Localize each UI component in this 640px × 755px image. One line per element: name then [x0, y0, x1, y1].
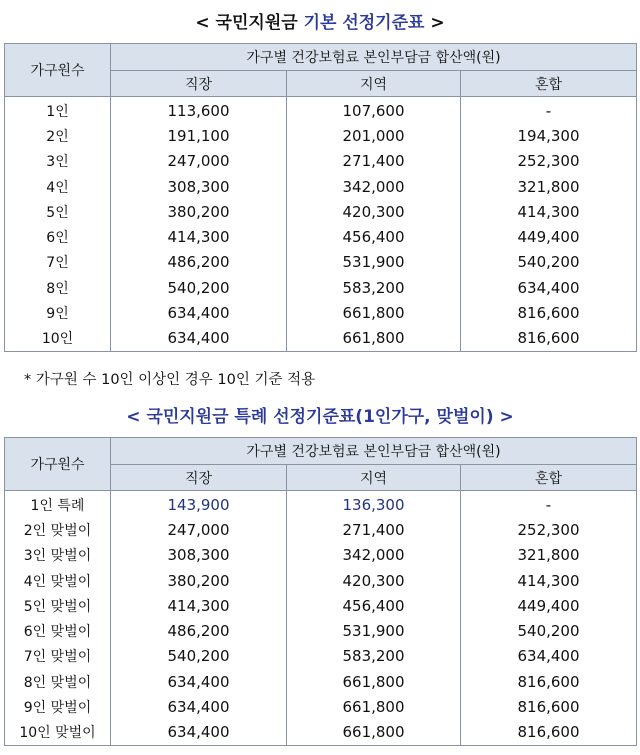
- regional-value-cell: 136,300: [287, 491, 461, 518]
- mixed-value-cell: 816,600: [461, 694, 637, 719]
- regional-value-cell: 420,300: [287, 568, 461, 593]
- mixed-value-cell: 634,400: [461, 275, 637, 300]
- regional-value-cell: 583,200: [287, 275, 461, 300]
- household-size-cell: 8인 맞벌이: [5, 669, 111, 694]
- mixed-value-cell: 449,400: [461, 224, 637, 249]
- household-size-cell: 3인: [5, 149, 111, 174]
- regional-value-cell: 342,000: [287, 174, 461, 199]
- household-size-cell: 2인 맞벌이: [5, 517, 111, 542]
- mixed-value-cell: 816,600: [461, 720, 637, 746]
- col-header-regional: 지역: [287, 465, 461, 491]
- title-close-bracket: >: [424, 13, 445, 33]
- mixed-value-cell: -: [461, 491, 637, 518]
- basic-criteria-table: [4, 43, 637, 352]
- workplace-value-cell: 634,400: [111, 326, 287, 352]
- workplace-value-cell: 113,600: [111, 97, 287, 124]
- regional-value-cell: 583,200: [287, 644, 461, 669]
- workplace-value-cell: 634,400: [111, 720, 287, 746]
- workplace-value-cell: 634,400: [111, 669, 287, 694]
- household-size-cell: 4인 맞벌이: [5, 568, 111, 593]
- special-criteria-table: [4, 437, 637, 746]
- workplace-value-cell: 414,300: [111, 224, 287, 249]
- table-row: [5, 149, 637, 174]
- table-row: [5, 644, 637, 669]
- household-size-cell: 9인 맞벌이: [5, 694, 111, 719]
- title-accent: 국민지원금 특례 선정기준표(1인가구, 맞벌이): [146, 407, 494, 427]
- group-header: 가구별 건강보험료 본인부담금 합산액(원): [111, 438, 637, 465]
- col-header-regional: 지역: [287, 71, 461, 97]
- table-row: [5, 275, 637, 300]
- mixed-value-cell: 634,400: [461, 644, 637, 669]
- table-row: [5, 568, 637, 593]
- mixed-value-cell: 252,300: [461, 517, 637, 542]
- mixed-value-cell: 540,200: [461, 250, 637, 275]
- col-header-workplace: 직장: [111, 71, 287, 97]
- regional-value-cell: 271,400: [287, 149, 461, 174]
- mixed-value-cell: 816,600: [461, 300, 637, 325]
- table-row: [5, 224, 637, 249]
- workplace-value-cell: 486,200: [111, 618, 287, 643]
- table-row: [5, 491, 637, 518]
- household-size-cell: 10인: [5, 326, 111, 352]
- household-size-cell: 8인: [5, 275, 111, 300]
- table-row: [5, 123, 637, 148]
- title-prefix: 국민지원금: [215, 13, 304, 33]
- table-row: [5, 250, 637, 275]
- title-open-bracket: <: [195, 13, 216, 33]
- mixed-value-cell: 540,200: [461, 618, 637, 643]
- household-size-cell: 6인: [5, 224, 111, 249]
- mixed-value-cell: -: [461, 97, 637, 124]
- table-row: [5, 97, 637, 124]
- household-size-cell: 3인 맞벌이: [5, 543, 111, 568]
- table-row: [5, 199, 637, 224]
- regional-value-cell: 456,400: [287, 593, 461, 618]
- special-table-title: [0, 402, 640, 427]
- basic-table-title: [0, 8, 640, 33]
- workplace-value-cell: 380,200: [111, 199, 287, 224]
- household-size-cell: 4인: [5, 174, 111, 199]
- workplace-value-cell: 634,400: [111, 694, 287, 719]
- household-size-cell: 5인: [5, 199, 111, 224]
- regional-value-cell: 531,900: [287, 250, 461, 275]
- workplace-value-cell: 380,200: [111, 568, 287, 593]
- regional-value-cell: 661,800: [287, 694, 461, 719]
- household-size-cell: 6인 맞벌이: [5, 618, 111, 643]
- col-header-mixed: 혼합: [461, 465, 637, 491]
- household-size-cell: 7인 맞벌이: [5, 644, 111, 669]
- table-row: [5, 669, 637, 694]
- table-row: [5, 593, 637, 618]
- workplace-value-cell: 191,100: [111, 123, 287, 148]
- table-row: [5, 174, 637, 199]
- workplace-value-cell: 540,200: [111, 644, 287, 669]
- regional-value-cell: 420,300: [287, 199, 461, 224]
- regional-value-cell: 661,800: [287, 326, 461, 352]
- workplace-value-cell: 247,000: [111, 149, 287, 174]
- table-row: [5, 300, 637, 325]
- title-accent: 기본 선정기준표: [303, 13, 425, 33]
- workplace-value-cell: 308,300: [111, 543, 287, 568]
- table-row: [5, 326, 637, 352]
- household-size-cell: 1인: [5, 97, 111, 124]
- col-header-workplace: 직장: [111, 465, 287, 491]
- household-size-cell: 10인 맞벌이: [5, 720, 111, 746]
- household-size-cell: 2인: [5, 123, 111, 148]
- workplace-value-cell: 247,000: [111, 517, 287, 542]
- mixed-value-cell: 252,300: [461, 149, 637, 174]
- group-header: 가구별 건강보험료 본인부담금 합산액(원): [111, 44, 637, 71]
- mixed-value-cell: 321,800: [461, 174, 637, 199]
- household-size-cell: 7인: [5, 250, 111, 275]
- regional-value-cell: 107,600: [287, 97, 461, 124]
- regional-value-cell: 661,800: [287, 720, 461, 746]
- workplace-value-cell: 634,400: [111, 300, 287, 325]
- workplace-value-cell: 486,200: [111, 250, 287, 275]
- title-close-bracket: >: [493, 407, 514, 427]
- table-row: [5, 720, 637, 746]
- regional-value-cell: 531,900: [287, 618, 461, 643]
- regional-value-cell: 342,000: [287, 543, 461, 568]
- table-row: [5, 694, 637, 719]
- mixed-value-cell: 816,600: [461, 326, 637, 352]
- regional-value-cell: 661,800: [287, 669, 461, 694]
- household-size-header: 가구원수: [5, 438, 111, 491]
- household-size-cell: 5인 맞벌이: [5, 593, 111, 618]
- mixed-value-cell: 816,600: [461, 669, 637, 694]
- household-size-cell: 9인: [5, 300, 111, 325]
- table-row: [5, 543, 637, 568]
- workplace-value-cell: 143,900: [111, 491, 287, 518]
- regional-value-cell: 271,400: [287, 517, 461, 542]
- title-open-bracket: <: [126, 407, 147, 427]
- regional-value-cell: 201,000: [287, 123, 461, 148]
- regional-value-cell: 456,400: [287, 224, 461, 249]
- mixed-value-cell: 414,300: [461, 199, 637, 224]
- mixed-value-cell: 321,800: [461, 543, 637, 568]
- workplace-value-cell: 540,200: [111, 275, 287, 300]
- mixed-value-cell: 194,300: [461, 123, 637, 148]
- footnote: * 가구원 수 10인 이상인 경우 10인 기준 적용: [24, 372, 316, 388]
- mixed-value-cell: 414,300: [461, 568, 637, 593]
- col-header-mixed: 혼합: [461, 71, 637, 97]
- workplace-value-cell: 414,300: [111, 593, 287, 618]
- mixed-value-cell: 449,400: [461, 593, 637, 618]
- table-row: [5, 517, 637, 542]
- regional-value-cell: 661,800: [287, 300, 461, 325]
- household-size-cell: 1인 특례: [5, 491, 111, 518]
- table-row: [5, 618, 637, 643]
- workplace-value-cell: 308,300: [111, 174, 287, 199]
- household-size-header: 가구원수: [5, 44, 111, 97]
